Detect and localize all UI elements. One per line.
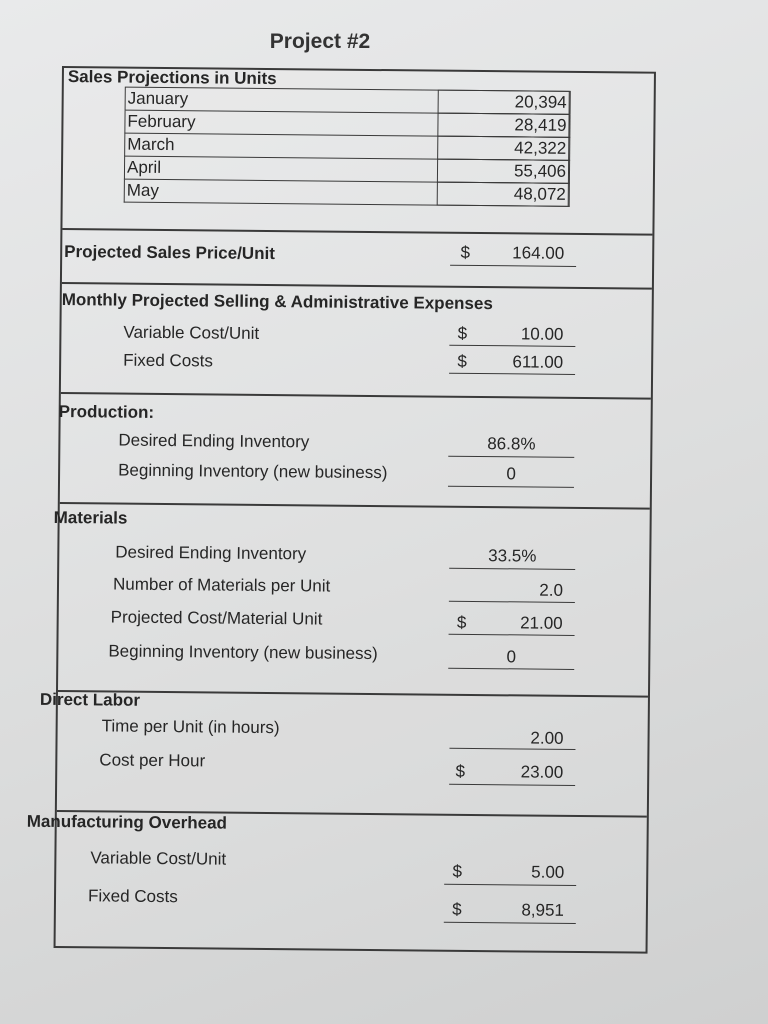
currency-symbol: $ xyxy=(456,612,467,632)
units-value: 55,406 xyxy=(513,160,567,181)
underline xyxy=(449,634,575,636)
units-cell xyxy=(437,112,569,137)
month-name: March xyxy=(127,134,175,155)
labor-cost-label: Cost per Hour xyxy=(99,750,206,771)
production-header: Production: xyxy=(58,401,155,422)
production-section xyxy=(60,394,651,510)
month-name: May xyxy=(126,180,160,200)
currency-symbol: $ xyxy=(455,761,466,781)
units-cell xyxy=(437,135,569,160)
overhead-fixed-label: Fixed Costs xyxy=(87,886,178,907)
units-cell xyxy=(438,89,570,114)
materials-cost-label: Projected Cost/Material Unit xyxy=(110,607,323,629)
materials-beginning-label: Beginning Inventory (new business) xyxy=(108,641,378,664)
production-beginning-label: Beginning Inventory (new business) xyxy=(118,460,388,483)
currency-symbol: $ xyxy=(460,242,471,262)
production-desired-label: Desired Ending Inventory xyxy=(118,430,310,452)
underline xyxy=(449,345,575,347)
selling-variable-value: 10.00 xyxy=(520,324,564,344)
materials-per-unit-value: 2.0 xyxy=(539,580,564,600)
currency-symbol: $ xyxy=(457,351,468,371)
sales-price-label: Projected Sales Price/Unit xyxy=(64,242,276,264)
month-name: April xyxy=(126,157,162,177)
currency-symbol: $ xyxy=(452,861,463,881)
currency-symbol: $ xyxy=(452,899,462,919)
sales-projections-header: Sales Projections in Units xyxy=(67,67,277,89)
units-value: 28,419 xyxy=(514,114,567,135)
overhead-variable-value: 5.00 xyxy=(531,862,565,882)
underline xyxy=(449,748,575,750)
units-cell xyxy=(437,158,569,183)
currency-symbol: $ xyxy=(457,323,468,343)
materials-header: Materials xyxy=(53,507,128,528)
underline xyxy=(444,884,576,886)
underline xyxy=(449,568,575,570)
month-name: February xyxy=(127,111,196,132)
units-value: 48,072 xyxy=(513,183,566,204)
sales-projections-section xyxy=(62,68,654,236)
labor-cost-value: 23.00 xyxy=(520,762,564,782)
sales-price-section xyxy=(62,230,652,290)
page-title: Project #2 xyxy=(269,30,371,53)
materials-beginning-value: 0 xyxy=(506,647,517,667)
materials-desired-value: 33.5% xyxy=(488,546,537,566)
labor-time-value: 2.00 xyxy=(530,728,564,748)
labor-time-label: Time per Unit (in hours) xyxy=(101,716,280,738)
underline xyxy=(448,456,574,458)
materials-per-unit-label: Number of Materials per Unit xyxy=(112,574,331,596)
overhead-variable-label: Variable Cost/Unit xyxy=(90,848,227,869)
underline xyxy=(448,668,574,670)
data-box xyxy=(26,66,656,954)
selling-admin-section xyxy=(61,284,652,400)
selling-fixed-value: 611.00 xyxy=(512,352,564,372)
production-desired-value: 86.8% xyxy=(487,434,536,454)
materials-section xyxy=(53,504,650,698)
units-cell xyxy=(437,181,569,206)
underline xyxy=(450,265,576,267)
units-value: 20,394 xyxy=(514,91,567,112)
selling-admin-header: Monthly Projected Selling & Administrative Expenses xyxy=(61,290,493,314)
month-name: January xyxy=(127,88,189,109)
monthly-units-table xyxy=(124,87,571,207)
selling-variable-label: Variable Cost/Unit xyxy=(123,322,260,343)
overhead-fixed-value: 8,951 xyxy=(521,900,565,920)
underline xyxy=(448,486,574,488)
materials-desired-label: Desired Ending Inventory xyxy=(115,542,307,564)
overhead-section xyxy=(26,811,647,950)
underline xyxy=(449,601,575,603)
underline xyxy=(449,373,575,375)
overhead-header: Manufacturing Overhead xyxy=(26,811,228,833)
sales-price-value: 164.00 xyxy=(512,243,565,263)
production-beginning-value: 0 xyxy=(506,464,516,484)
direct-labor-header: Direct Labor xyxy=(39,689,141,710)
units-value: 42,322 xyxy=(514,137,567,158)
materials-cost-value: 21.00 xyxy=(520,613,563,633)
underline xyxy=(444,922,576,924)
table-row xyxy=(124,180,570,207)
selling-fixed-label: Fixed Costs xyxy=(123,350,214,371)
direct-labor-section xyxy=(39,689,648,818)
underline xyxy=(449,784,575,786)
